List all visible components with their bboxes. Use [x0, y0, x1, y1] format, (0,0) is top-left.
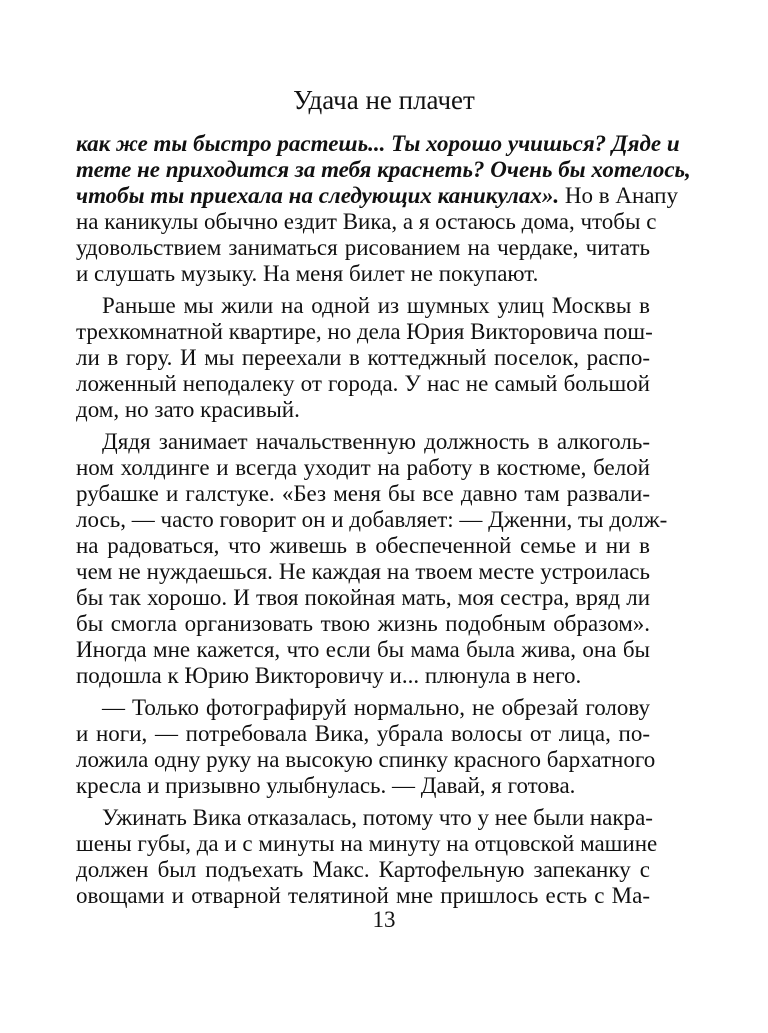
- text-run: и слушать музыку. На меня билет не покупают.: [76, 261, 539, 286]
- page-number: 13: [372, 907, 396, 932]
- text-line: [76, 805, 653, 831]
- italic-text-run: как же ты быстро растешь... Ты хорошо учишься? Дяде и: [76, 131, 680, 156]
- text-run: Раньше мы жили на одной из шумных улиц Москвы в: [102, 293, 650, 318]
- text-line: [76, 585, 650, 611]
- text-run: бы так хорошо. И твоя покойная мать, моя сестра, вряд ли: [76, 585, 650, 610]
- text-run: Но в Анапу: [559, 183, 678, 208]
- text-line: [76, 663, 650, 689]
- text-line: [76, 183, 678, 209]
- text-run: ложенный неподалеку от города. У нас не самый большой: [76, 371, 650, 396]
- text-line: [76, 611, 650, 637]
- text-run: кресла и призывно улыбнулась. — Давай, я готова.: [76, 773, 576, 798]
- text-line: [76, 637, 650, 663]
- text-run: — Только фотографируй нормально, не обрезай голову: [102, 695, 650, 720]
- text-run: должен был подъехать Макс. Картофельную запеканку с: [76, 857, 650, 882]
- text-run: лось, — часто говорит он и добавляет: — Дженни, ты долж-: [76, 507, 668, 532]
- text-line: [76, 455, 650, 481]
- text-run: трехкомнатной квартире, но дела Юрия Викторовича пош-: [76, 319, 653, 344]
- text-run: бы смогла организовать твою жизнь подобным образом».: [76, 611, 650, 636]
- text-line: [76, 319, 653, 345]
- text-line: [76, 747, 656, 773]
- text-line: [76, 507, 668, 533]
- text-line: [76, 721, 650, 747]
- text-run: Ужинать Вика отказалась, потому что у нее были накра-: [102, 805, 653, 830]
- text-line: [76, 345, 650, 371]
- text-run: рубашке и галстуке. «Без меня бы все давно там развали-: [76, 481, 650, 506]
- text-line: [76, 131, 680, 157]
- text-line: [76, 481, 650, 507]
- body-text: [76, 131, 691, 909]
- text-run: Иногда мне кажется, что если бы мама была жива, она бы: [76, 637, 650, 662]
- text-line: [76, 533, 650, 559]
- text-line: [76, 235, 650, 261]
- text-line: [76, 397, 650, 423]
- text-run: шены губы, да и с минуты на минуту на отцовской машине: [76, 831, 658, 856]
- text-line: [76, 695, 650, 721]
- text-line: [76, 559, 650, 585]
- text-run: чем не нуждаешься. Не каждая на твоем месте устроилась: [76, 559, 650, 584]
- italic-text-run: тете не приходится за тебя краснеть? Очень бы хотелось,: [76, 157, 691, 182]
- text-run: ном холдинге и всегда уходит на работу в костюме, белой: [76, 455, 650, 480]
- text-line: [76, 261, 650, 287]
- text-run: овощами и отварной телятиной мне пришлось есть с Ма-: [76, 883, 650, 908]
- italic-text-run: чтобы ты приехала на следующих каникулах».: [76, 183, 560, 208]
- text-run: дом, но зато красивый.: [76, 397, 300, 422]
- text-run: удовольствием заниматься рисованием на чердаке, читать: [76, 235, 650, 260]
- text-line: [76, 209, 657, 235]
- text-line: [76, 371, 650, 397]
- text-run: ложила одну руку на высокую спинку красного бархатного: [76, 747, 656, 772]
- text-line: [76, 293, 650, 319]
- text-run: на радоваться, что живешь в обеспеченной семье и ни в: [76, 533, 650, 558]
- text-line: [76, 429, 650, 455]
- text-run: ли в гору. И мы переехали в коттеджный поселок, распо-: [76, 345, 650, 370]
- text-line: [76, 773, 650, 799]
- text-run: на каникулы обычно ездит Вика, а я остаюсь дома, чтобы с: [76, 209, 657, 234]
- text-line: [76, 157, 691, 183]
- running-head: Удача не плачет: [293, 85, 475, 115]
- text-run: Дядя занимает начальственную должность в алкоголь-: [102, 429, 650, 454]
- text-line: [76, 857, 650, 883]
- text-run: подошла к Юрию Викторовичу и... плюнула в него.: [76, 663, 582, 688]
- text-run: и ноги, — потребовала Вика, убрала волосы от лица, по-: [76, 721, 650, 746]
- text-line: [76, 831, 658, 857]
